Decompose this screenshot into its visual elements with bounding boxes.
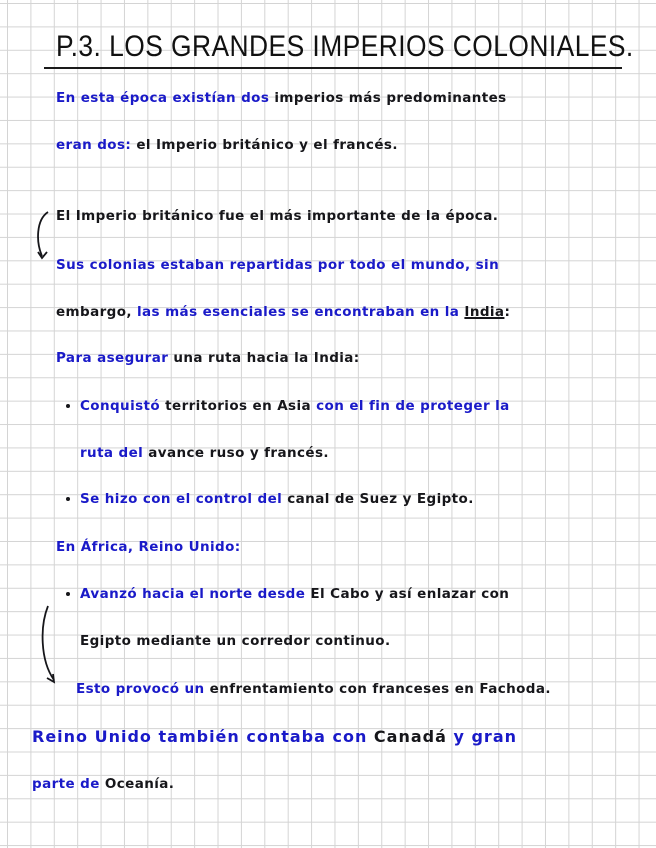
text-blue: En África, Reino Unido: <box>56 539 241 555</box>
text-black: embargo, <box>56 304 132 320</box>
bullet-3-line-1 <box>80 586 509 602</box>
text-black: imperios más predominantes <box>269 90 507 106</box>
paragraph-3-line-1 <box>56 350 360 366</box>
paragraph-2-line-2 <box>56 257 499 273</box>
text-blue: Avanzó hacia el norte desde <box>80 586 306 602</box>
text-black: El Cabo y así enlazar con <box>305 586 510 602</box>
bullet-2-line-1 <box>80 491 474 507</box>
text-blue: En esta época existían dos <box>56 90 270 106</box>
bullet-1-line-2 <box>80 445 329 461</box>
text-black: Oceanía. <box>99 776 175 792</box>
bullet-point <box>66 404 70 408</box>
text-blue: Sus colonias estaban repartidas por todo el mundo, sin <box>56 257 500 273</box>
page-title: P.3. LOS GRANDES IMPERIOS COLONIALES. <box>56 30 634 63</box>
text-blue: eran dos: <box>56 137 132 153</box>
paragraph-4-line-1 <box>56 539 241 555</box>
bullet-point <box>66 592 70 596</box>
title-underline <box>44 67 622 69</box>
text-black: Canadá <box>367 727 447 746</box>
paragraph-2-line-1 <box>56 208 498 224</box>
paragraph-2-line-3 <box>56 304 510 320</box>
text-black: territorios en Asia <box>160 398 312 414</box>
text-blue: parte de <box>32 776 100 792</box>
paragraph-1-line-2 <box>56 137 398 153</box>
text-black: el Imperio británico y el francés. <box>131 137 398 153</box>
text-blue: con el fin de proteger la <box>311 398 510 414</box>
text-blue: Esto provocó un <box>76 681 205 697</box>
bullet-point <box>66 497 70 501</box>
paragraph-1-line-1 <box>56 90 507 106</box>
bullet-1-line-1 <box>80 398 510 414</box>
bullet-3-line-2 <box>80 633 391 649</box>
curved-arrow-icon <box>38 604 62 690</box>
text-black: : <box>504 304 511 320</box>
india-underlined: India <box>464 304 505 320</box>
text-black: avance ruso y francés. <box>143 445 329 461</box>
text-blue: Reino Unido también contaba con <box>32 727 368 746</box>
text-blue: ruta del <box>80 445 144 461</box>
text-blue: Para asegurar <box>56 350 169 366</box>
text-black: enfrentamiento con franceses en Fachoda. <box>204 681 551 697</box>
text-black: Egipto mediante un corredor continuo. <box>80 633 391 649</box>
curved-arrow-icon <box>36 208 56 268</box>
text-black: El Imperio británico fue el más importante de la época. <box>56 208 499 224</box>
text-blue: Conquistó <box>80 398 161 414</box>
paragraph-5-line-2 <box>32 776 174 792</box>
text-blue: y gran <box>446 727 518 746</box>
paragraph-5-line-1 <box>32 727 517 746</box>
text-black: una ruta hacia la India: <box>168 350 360 366</box>
paragraph-4-line-3 <box>76 681 551 697</box>
text-blue: Se hizo con el control del <box>80 491 283 507</box>
text-black: canal de Suez y Egipto. <box>282 491 474 507</box>
text-blue: las más esenciales se encontraban en la <box>131 304 460 320</box>
